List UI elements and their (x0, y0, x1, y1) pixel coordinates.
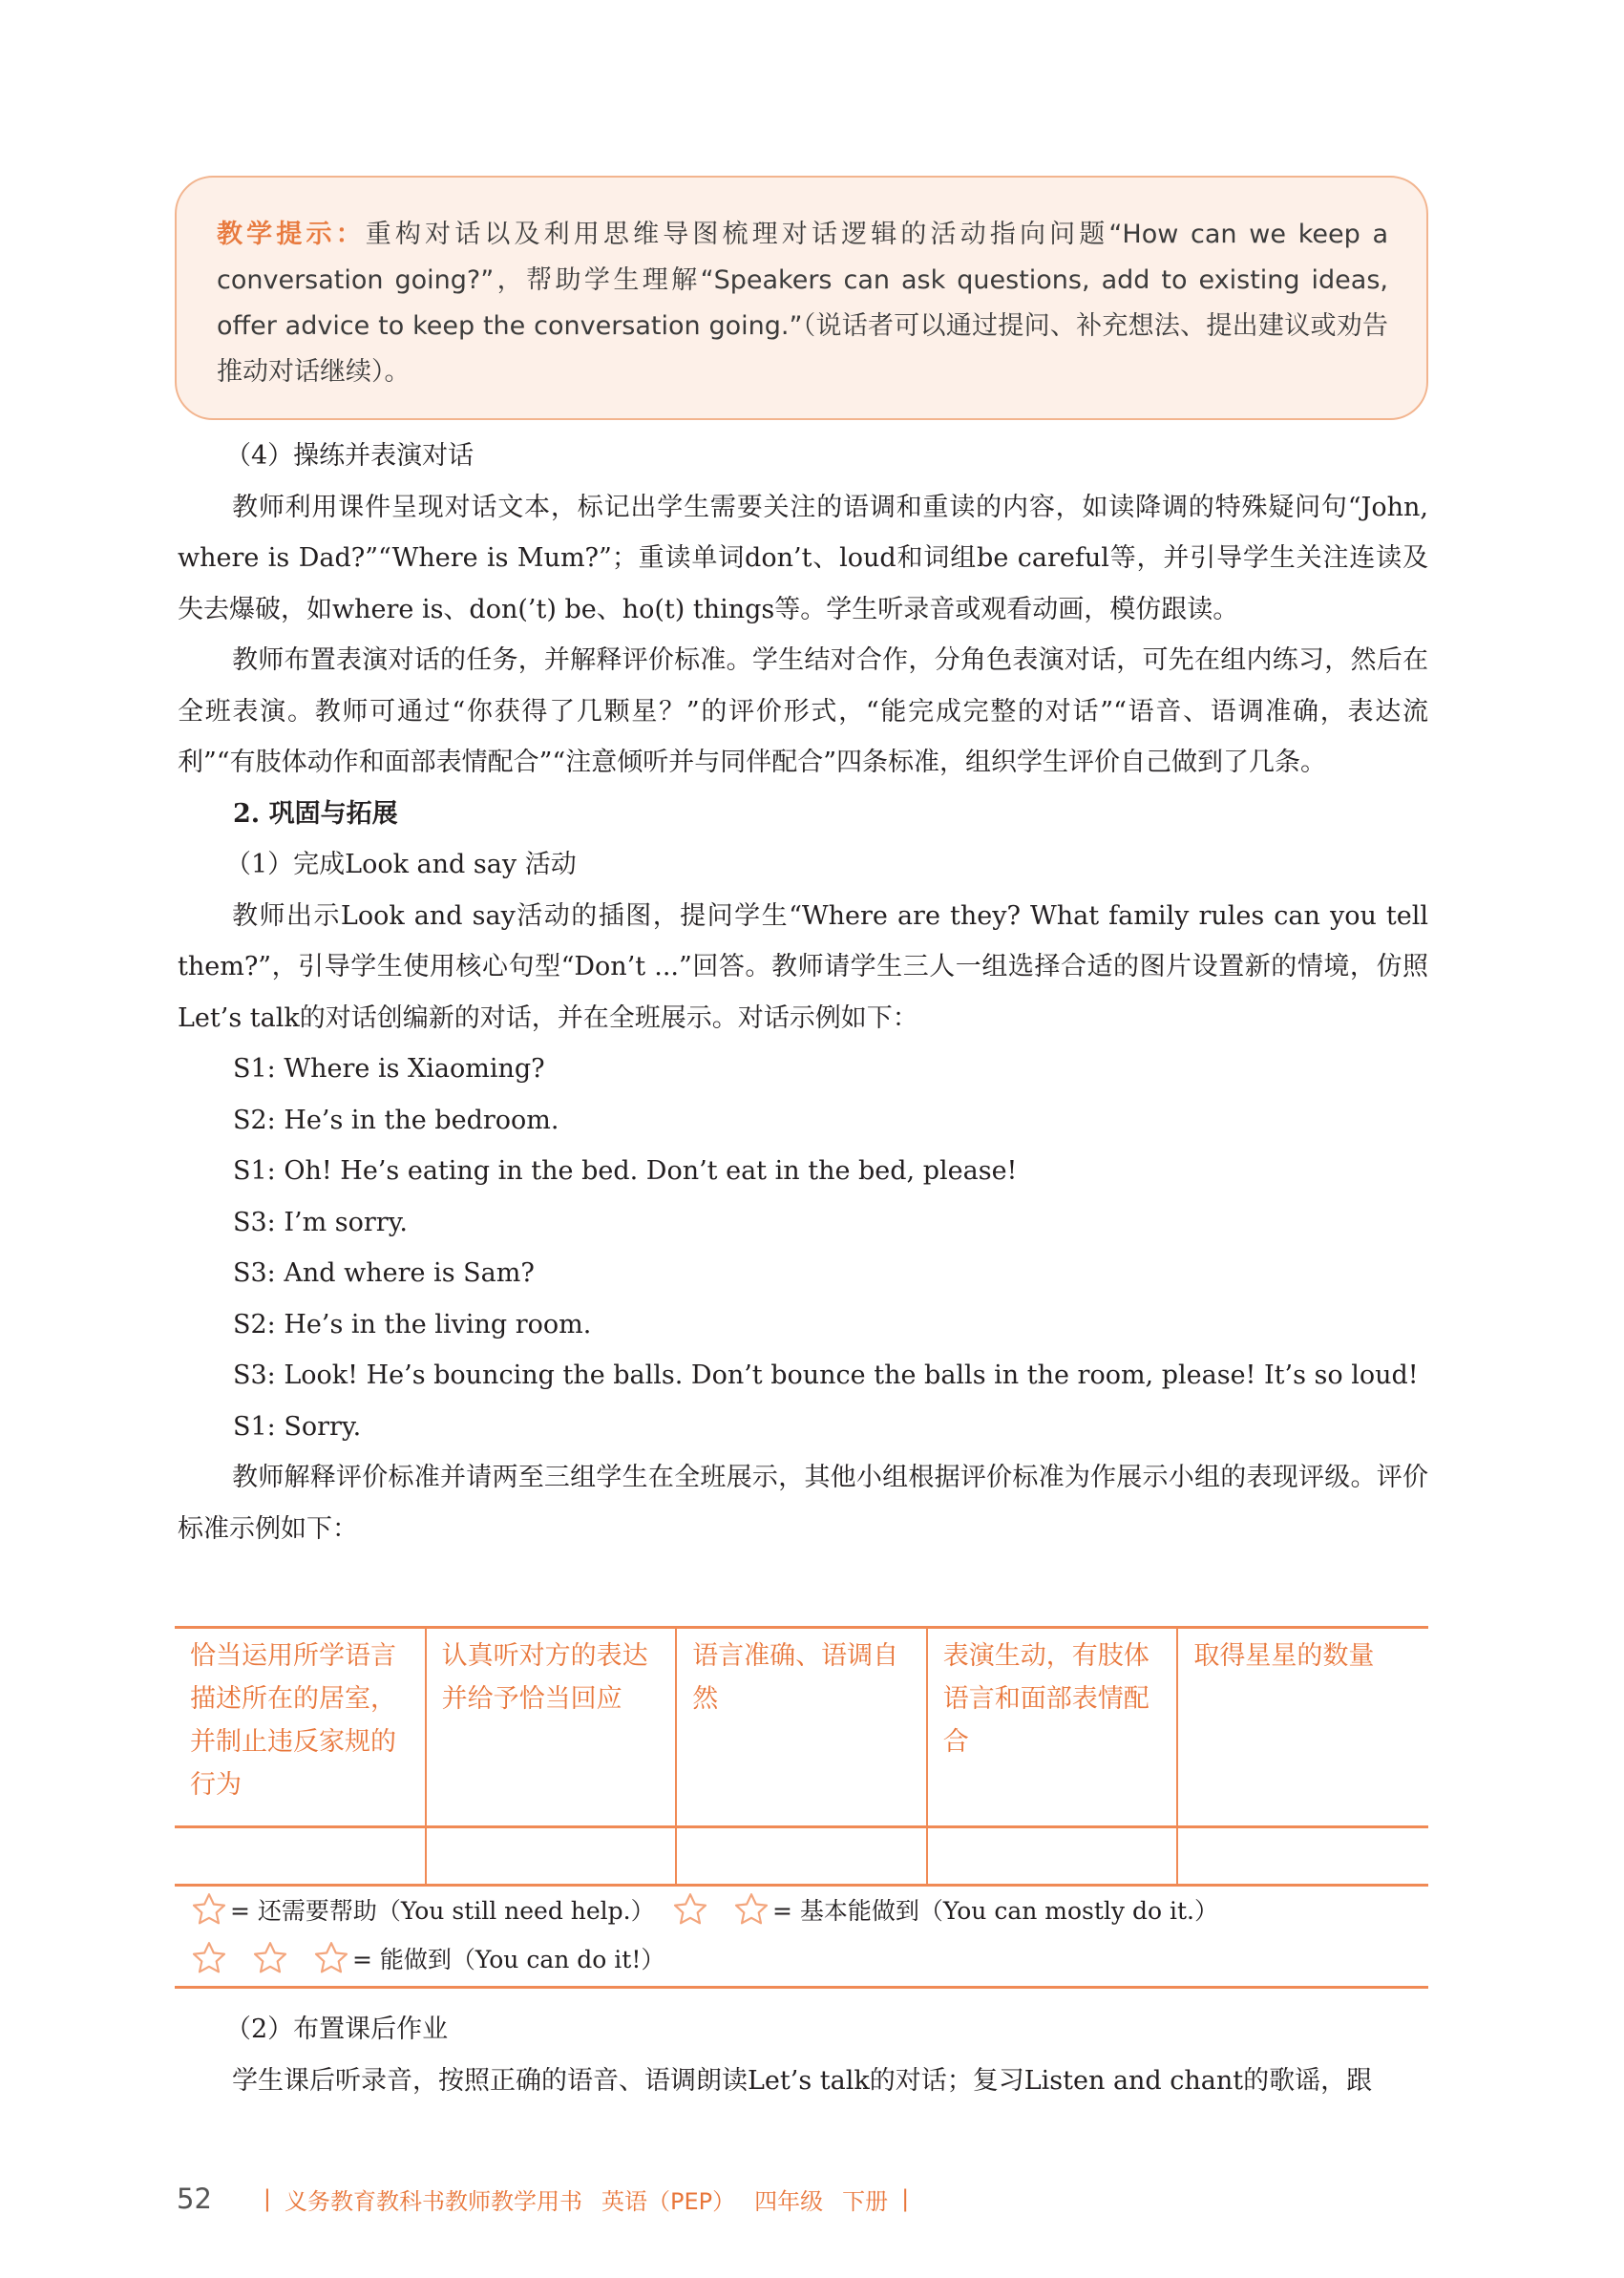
subsection-2-heading: （2）布置课后作业 (225, 2014, 449, 2044)
legend-two-stars (671, 1890, 1218, 1929)
rubric-criterion-language: 恰当运用所学语言描述所在的居室，并制止违反家规的行为 (190, 1641, 396, 1800)
star-icon (251, 1939, 289, 1977)
footer-subject: 英语（PEP） (601, 2187, 736, 2215)
legend-two-stars-text: = 基本能做到（You can mostly do it.） (772, 1897, 1218, 1925)
legend-three-stars (190, 1939, 664, 1977)
star-icon (312, 1939, 350, 1977)
rubric-criterion-performance: 表演生动，有肢体语言和面部表情配合 (927, 1628, 1178, 1827)
evaluation-intro-paragraph: 教师解释评价标准并请两至三组学生在全班展示，其他小组根据评价标准为作展示小组的表现评级。评价标准示例如下： (178, 1463, 1428, 1544)
rubric-header-row (175, 1628, 1428, 1827)
legend-three-stars-text: = 能做到（You can do it!） (352, 1946, 665, 1973)
footer-divider: | (901, 2185, 910, 2212)
dialogue-line: S1: Sorry. (233, 1411, 362, 1442)
rubric-cell (676, 1827, 927, 1886)
subsection-1-heading: （1）完成Look and say 活动 (225, 850, 577, 879)
rubric-score-row (175, 1827, 1428, 1886)
evaluation-rubric-table (175, 1626, 1428, 1887)
dialogue-line: S3: Look! He’s bouncing the balls. Don’t bounce the balls in the room, please! It’s so loud! (233, 1360, 1419, 1390)
dialogue-line: S2: He’s in the living room. (233, 1309, 592, 1339)
legend-one-star-text: = 还需要帮助（You still need help.） (230, 1897, 655, 1925)
star-icon (671, 1890, 709, 1929)
rubric-criterion-pronunciation: 语言准确、语调自然 (676, 1628, 927, 1827)
footer-book-title: 义务教育教科书教师教学用书 (285, 2187, 582, 2215)
section-4-heading: （4）操练并表演对话 (225, 441, 475, 471)
dialogue-line: S1: Where is Xiaoming? (233, 1054, 545, 1084)
rubric-cell (426, 1827, 677, 1886)
rubric-cell (1177, 1827, 1428, 1886)
page-number: 52 (177, 2183, 212, 2215)
dialogue-line: S1: Oh! He’s eating in the bed. Don’t eat in the bed, please! (233, 1156, 1018, 1186)
legend-one-star (190, 1890, 655, 1929)
footer-grade: 四年级 (754, 2187, 824, 2215)
section-4 (178, 431, 1428, 1554)
rubric-criterion-listening: 认真听对方的表达并给予恰当回应 (426, 1628, 677, 1827)
section-4-paragraph-1: 教师利用课件呈现对话文本，标记出学生需要关注的语调和重读的内容，如读降调的特殊疑问句“John, where is Dad?”“Where is Mum?”；重读单词don’t、loud和词组be careful等，并引导学生关注连读及失去爆破，如where is、don(’t) be、ho(t) things等。学生听录音或观看动画，模仿跟读。 (178, 492, 1428, 624)
subsection-1-paragraph: 教师出示Look and say活动的插图，提问学生“Where are they? What family rules can you tell them?”，引导学生使用核心句型“Don’t ...”回答。教师请学生三人一组选择合适的图片设置新的情境，仿照Let’s talk的对话创编新的对话，并在全班展示。对话示例如下： (178, 900, 1428, 1033)
dialogue-line: S3: I’m sorry. (233, 1207, 408, 1237)
rubric-cell (927, 1827, 1178, 1886)
page-footer (177, 2180, 922, 2218)
tip-text: 重构对话以及利用思维导图梳理对话逻辑的活动指向问题“How can we keep a conversation going?”，帮助学生理解“Speakers can ask questions, add to existing ideas, offer advice to keep the conversation going.”（说话者可以通过提问、补充想法、提出建议或劝告推动对话继续）。 (217, 220, 1389, 387)
homework-section (178, 2004, 1428, 2106)
footer-volume: 下册 (842, 2187, 889, 2215)
star-legend (175, 1879, 1428, 1989)
dialogue-line: S3: And where is Sam? (233, 1258, 535, 1288)
teaching-tip-box (175, 176, 1428, 420)
rubric-cell (175, 1827, 426, 1886)
section-4-paragraph-2: 教师布置表演对话的任务，并解释评价标准。学生结对合作，分角色表演对话，可先在组内练习，然后在全班表演。教师可通过“你获得了几颗星？”的评价形式，“能完成完整的对话”“语音、语调准确，表达流利”“有肢体动作和面部表情配合”“注意倾听并与同伴配合”四条标准，组织学生评价自己做到了几条。 (178, 645, 1428, 777)
tip-label: 教学提示： (217, 220, 366, 249)
star-icon (190, 1890, 228, 1929)
star-icon (190, 1939, 228, 1977)
homework-paragraph: 学生课后听录音，按照正确的语音、语调朗读Let’s talk的对话；复习Listen and chant的歌谣，跟 (232, 2065, 1373, 2096)
star-icon (732, 1890, 770, 1929)
rubric-star-count: 取得星星的数量 (1177, 1628, 1428, 1827)
dialogue-line: S2: He’s in the bedroom. (233, 1105, 559, 1135)
footer-divider: | (263, 2185, 271, 2212)
section-2-heading: 2. 巩固与拓展 (233, 798, 398, 829)
